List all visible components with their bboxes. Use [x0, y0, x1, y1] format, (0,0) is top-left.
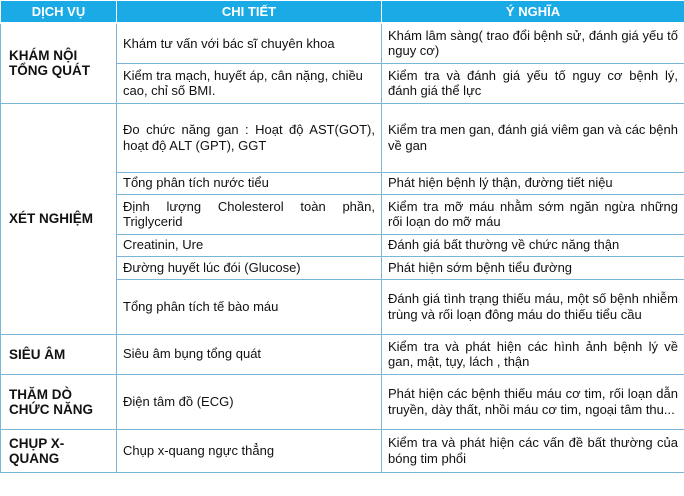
table-row — [1, 334, 684, 374]
table-row — [1, 23, 684, 63]
header-service: DỊCH VỤ — [1, 1, 117, 24]
meaning-cell: Khám lâm sàng( trao đổi bệnh sử, đánh giá yếu tố nguy cơ) — [382, 23, 684, 63]
detail-cell: Điện tâm đồ (ECG) — [117, 374, 382, 429]
meaning-cell: Phát hiện bệnh lý thận, đường tiết niệu — [382, 172, 684, 194]
detail-cell: Kiểm tra mạch, huyết áp, cân nặng, chiều cao, chỉ số BMI. — [117, 63, 382, 103]
detail-cell: Tổng phân tích nước tiểu — [117, 172, 382, 194]
category-cell: SIÊU ÂM — [1, 334, 117, 374]
meaning-cell: Phát hiện sớm bệnh tiểu đường — [382, 256, 684, 279]
table-row — [1, 103, 684, 172]
detail-cell: Định lượng Cholesterol toàn phần, Triglycerid — [117, 194, 382, 234]
header-row — [1, 1, 684, 24]
detail-cell: Creatinin, Ure — [117, 234, 382, 256]
meaning-cell: Kiểm tra và phát hiện các vấn đề bất thường của bóng tim phổi — [382, 429, 684, 472]
detail-cell: Khám tư vấn với bác sĩ chuyên khoa — [117, 23, 382, 63]
category-cell: XÉT NGHIỆM — [1, 103, 117, 334]
meaning-cell: Phát hiện các bệnh thiếu máu cơ tim, rối loạn dẫn truyền, dày thất, nhồi máu cơ tim, ngoại tâm thu... — [382, 374, 684, 429]
header-meaning: Ý NGHĨA — [382, 1, 684, 24]
detail-cell: Tổng phân tích tế bào máu — [117, 279, 382, 334]
meaning-cell: Đánh giá tình trạng thiếu máu, một số bệnh nhiễm trùng và rối loạn đông máu do thiếu tiểu cầu — [382, 279, 684, 334]
detail-cell: Chụp x-quang ngực thẳng — [117, 429, 382, 472]
category-cell: KHÁM NỘI TỔNG QUÁT — [1, 23, 117, 103]
detail-cell: Siêu âm bụng tổng quát — [117, 334, 382, 374]
meaning-cell: Kiểm tra mỡ máu nhằm sớm ngăn ngừa những rối loạn do mỡ máu — [382, 194, 684, 234]
detail-cell: Đường huyết lúc đói (Glucose) — [117, 256, 382, 279]
detail-cell: Đo chức năng gan : Hoạt độ AST(GOT), hoạt độ ALT (GPT), GGT — [117, 103, 382, 172]
meaning-cell: Kiểm tra và phát hiện các hình ảnh bệnh lý về gan, mật, tụy, lách , thận — [382, 334, 684, 374]
meaning-cell: Kiểm tra men gan, đánh giá viêm gan và các bệnh về gan — [382, 103, 684, 172]
table-row — [1, 374, 684, 429]
header-detail: CHI TIẾT — [117, 1, 382, 24]
table-row — [1, 429, 684, 472]
meaning-cell: Kiểm tra và đánh giá yếu tố nguy cơ bệnh lý, đánh giá thể lực — [382, 63, 684, 103]
meaning-cell: Đánh giá bất thường về chức năng thận — [382, 234, 684, 256]
category-cell: CHỤP X-QUANG — [1, 429, 117, 472]
category-cell: THĂM DÒ CHỨC NĂNG — [1, 374, 117, 429]
